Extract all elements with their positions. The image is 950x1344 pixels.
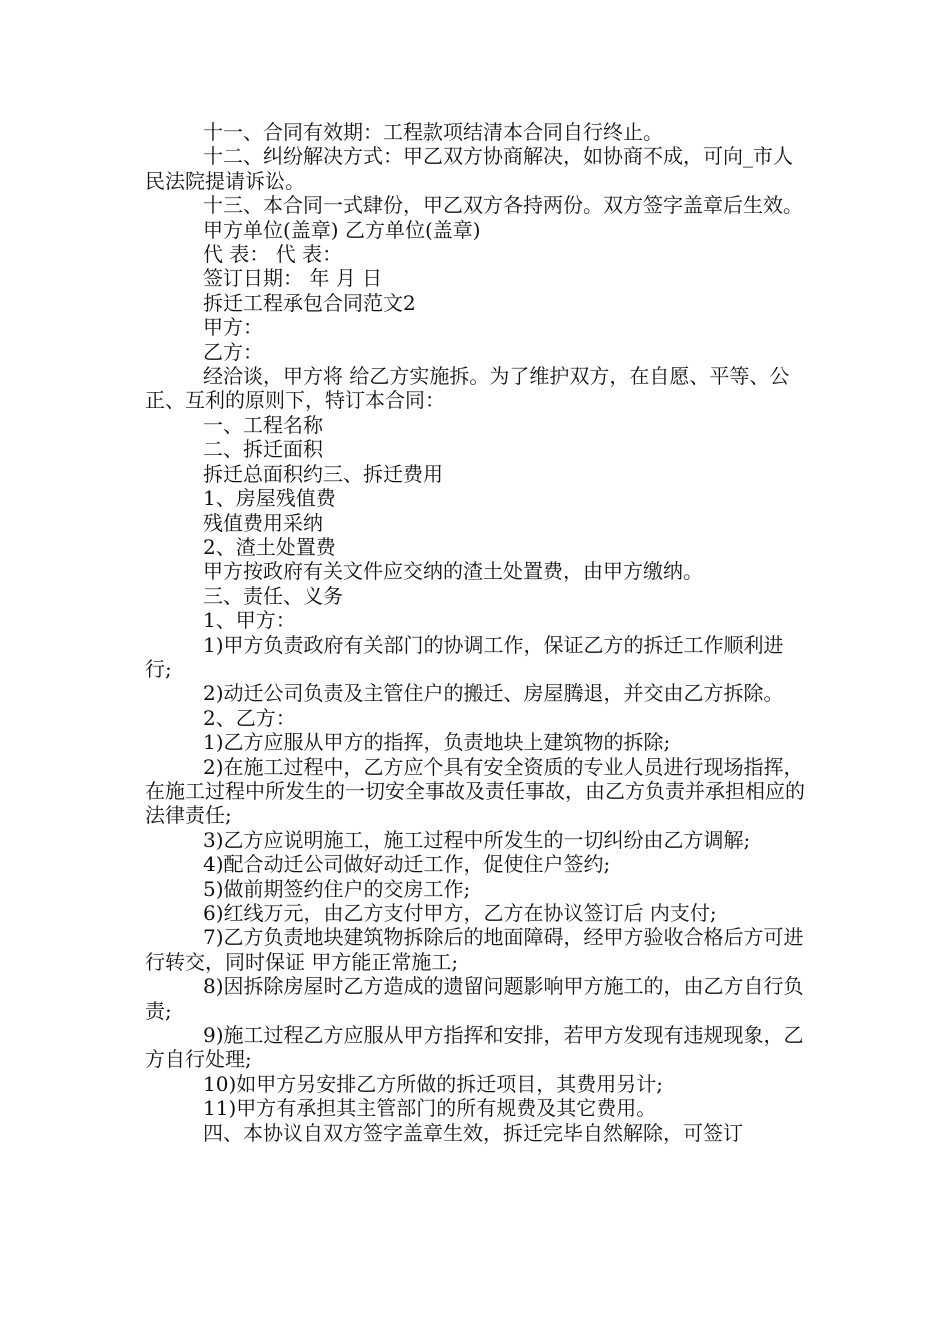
paragraph: 三、责任、义务: [203, 583, 343, 608]
paragraph: 四、本协议自双方签字盖章生效，拆迁完毕自然解除，可签订: [203, 1120, 743, 1145]
paragraph: 十一、合同有效期：工程款项结清本合同自行终止。: [203, 120, 663, 144]
paragraph: 一、工程名称: [203, 412, 323, 437]
paragraph: 二、拆迁面积: [203, 437, 323, 462]
document-body: [145, 120, 810, 1145]
paragraph: 甲方单位(盖章) 乙方单位(盖章): [203, 217, 481, 242]
paragraph: 2)动迁公司负责及主管住户的搬迁、房屋腾退，并交由乙方拆除。: [203, 681, 784, 706]
paragraph: 签订日期： 年 月 日: [203, 266, 383, 291]
paragraph: 残值费用采纳: [203, 510, 323, 535]
paragraph: 代 表： 代 表：: [203, 242, 343, 267]
paragraph: 3)乙方应说明施工，施工过程中所发生的一切纠纷由乙方调解;: [203, 827, 751, 852]
paragraph: 6)红线万元，由乙方支付甲方，乙方在协议签订后 内支付;: [203, 901, 717, 925]
paragraph: 2、渣土处置费: [203, 534, 336, 559]
paragraph: 甲方：: [203, 315, 263, 340]
paragraph: 1、房屋残值费: [203, 486, 336, 511]
paragraph: 拆迁工程承包合同范文2: [203, 290, 416, 315]
paragraph: 1)甲方负责政府有关部门的协调工作，保证乙方的拆迁工作顺利进行;: [145, 632, 784, 681]
paragraph: 11)甲方有承担其主管部门的所有规费及其它费用。: [203, 1096, 657, 1121]
paragraph: 4)配合动迁公司做好动迁工作，促使住户签约;: [203, 852, 611, 877]
paragraph: 乙方：: [203, 339, 263, 364]
paragraph: 7)乙方负责地块建筑物拆除后的地面障碍，经甲方验收合格后方可进行转交，同时保证 甲方能正常施工;: [145, 925, 804, 974]
paragraph: 1、甲方：: [203, 608, 296, 633]
paragraph: 10)如甲方另安排乙方所做的拆迁项目，其费用另计;: [203, 1071, 663, 1096]
paragraph: 8)因拆除房屋时乙方造成的遗留问题影响甲方施工的，由乙方自行负责;: [145, 974, 804, 1023]
paragraph: 5)做前期签约住户的交房工作;: [203, 876, 471, 901]
paragraph: 甲方按政府有关文件应交纳的渣土处置费，由甲方缴纳。: [203, 559, 703, 584]
paragraph: 十二、纠纷解决方式：甲乙双方协商解决，如协商不成，可向_市人民法院提请诉讼。: [145, 144, 793, 193]
paragraph: 1)乙方应服从甲方的指挥，负责地块上建筑物的拆除;: [203, 730, 671, 755]
paragraph: 2、乙方：: [203, 705, 296, 730]
paragraph: 十三、本合同一式肆份，甲乙双方各持两份。双方签字盖章后生效。: [203, 193, 803, 218]
paragraph: 9)施工过程乙方应服从甲方指挥和安排，若甲方发现有违规现象，乙方自行处理;: [145, 1023, 804, 1072]
paragraph: 2)在施工过程中，乙方应个具有安全资质的专业人员进行现场指挥，在施工过程中所发生的一切安全事故及责任事故，由乙方负责并承担相应的法律责任;: [145, 754, 805, 828]
paragraph: 经洽谈，甲方将 给乙方实施拆。为了维护双方，在自愿、平等、公正、互利的原则下，特订本合同：: [145, 364, 790, 413]
paragraph: 拆迁总面积约三、拆迁费用: [203, 461, 443, 486]
